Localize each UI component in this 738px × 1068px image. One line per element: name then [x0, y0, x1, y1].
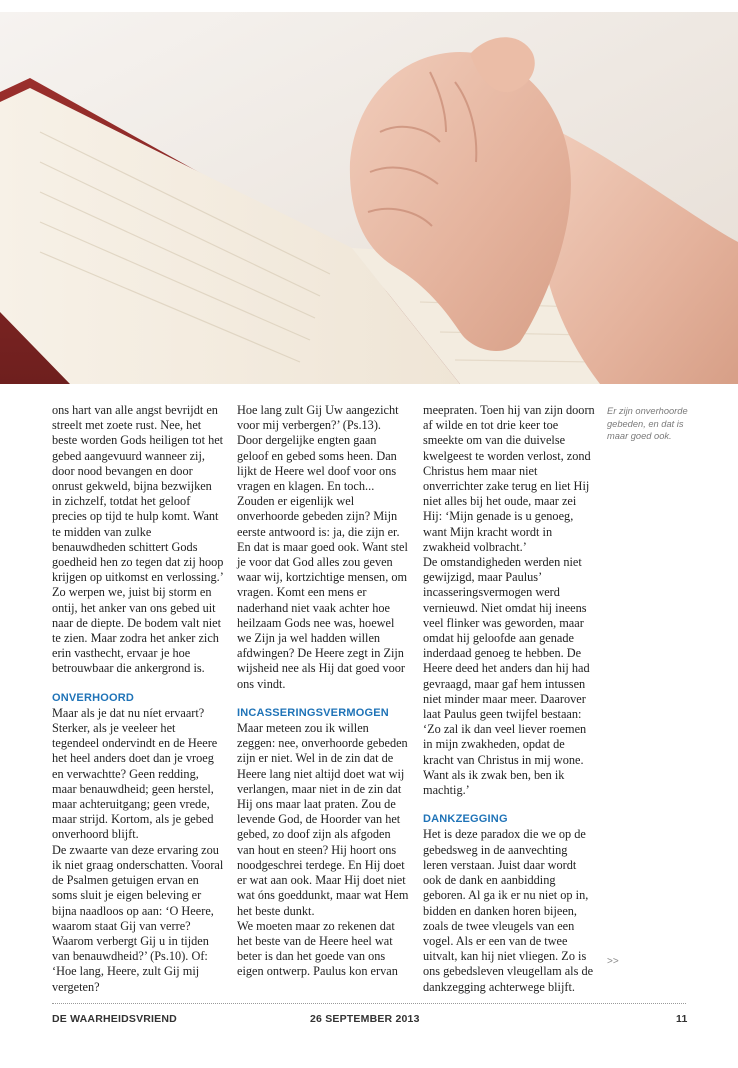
text-column-2 [237, 403, 409, 980]
paragraph: Maar meteen zou ik willen zeggen: nee, onverhoorde gebeden zijn er niet. Wel in de zin dat de Heere lang niet altijd doet wat wij verlangen, maar niet in de zin dat Hij ons maar laat praten. Zou de levende God, de Hoorder van het gebed, zo doof zijn als afgoden van hout en steen? Hij hoort ons noodgeschrei terdege. En Hij doet er wat aan ook. Maar Hij doet niet wat óns goeddunkt, maar wat Hem het beste dunkt. [237, 721, 409, 918]
paragraph: We moeten maar zo rekenen dat het beste van de Heere heel wat beter is dan het goede van ons eigen ontwerp. Paulus kon ervan [237, 918, 398, 979]
paragraph: De zwaarte van deze ervaring zou ik niet graag onderschatten. Vooral de Psalmen getuigen ervan en soms sluit je eigen beleving er bijna naadloos op aan: ‘O Heere, waarom staat Gij van verre? Waarom verbergt Gij u in tijden van benauwdheid?’ (Ps.10). Of: ‘Hoe lang, Heere, zult Gij mij vergeten? [52, 842, 224, 994]
section-heading-onverhoord: ONVERHOORD [52, 691, 135, 704]
paragraph: meepraten. Toen hij van zijn doorn af wilde en tot drie keer toe smeekte om van die duivelse kwelgeest te worden verlost, zond Christus hem maar niet onverrichter zake terug en liet Hij niet alles bij het oude, maar zei Hij: ‘Mijn genade is u genoeg, want Mijn kracht wordt in zwakheid volbracht.’ [423, 403, 595, 554]
footer-publication: DE WAARHEIDSVRIEND [52, 1013, 177, 1025]
photo-caption: Er zijn onverhoorde gebeden, en dat is maar goed ook. [607, 406, 688, 441]
text-column-3 [423, 403, 595, 995]
footer-date: 26 SEPTEMBER 2013 [310, 1013, 420, 1025]
paragraph: Zo werpen we, juist bij storm en ontij, het anker van ons gebed uit naar de diepte. De bodem valt niet te zien. Maar zodra het anker zich erin vasthecht, ervaar je hoe betrouwbaar die ankergrond is. [52, 585, 222, 676]
paragraph: Hoe lang zult Gij Uw aangezicht voor mij verbergen?’ (Ps.13). Door dergelijke engten gaan geloof en gebed soms heen. Dan lijkt de Heere wel doof voor ons vragen en klagen. En toch... Zouden er eigenlijk wel onverhoorde gebeden zijn? Mijn eerste antwoord is: ja, die zijn er. En dat is maar goed ook. Want stel je voor dat God alles zou geven waar wij, kortzichtige mensen, om vragen. Komt een mens er naderhand niet vaak achter hoe heilzaam Gods nee was, hoewel we Zijn ja wel hadden willen afdwingen? De Heere zegt in Zijn wijsheid nee als Hij dat goed voor ons vindt. [237, 403, 408, 691]
text-column-1 [52, 403, 224, 995]
section-heading-dankzegging: DANKZEGGING [423, 813, 508, 826]
photo-illustration [0, 12, 738, 384]
praying-hands-bible-photo [0, 12, 738, 384]
paragraph: ons hart van alle angst bevrijdt en streelt met zoete rust. Nee, het beste worden Gods heiligen tot het gebed aangevuurd wanneer zij, door nood bevangen en door onrust gekweld, bijna bezwijken in zichzelf, totdat het geloof precies op tijd te hulp komt. Want te midden van zulke benauwdheden schittert Gods goedheid hen zo tegen dat zij hoop krijgen op uitkomst en verlossing.’ [52, 403, 224, 585]
section-heading-incasseringsvermogen: INCASSERINGSVERMOGEN [237, 706, 389, 719]
continued-marker: >> [607, 956, 619, 967]
paragraph: Maar als je dat nu níet ervaart? Sterker, als je veeleer het tegendeel ondervindt en de Heere het heel anders doet dan je vroeg en verwachtte? Geen redding, maar benauwdheid; geen herstel, maar achteruitgang; geen vrede, maar strijd. Kortom, als je gebed onverhoord blijft. [52, 705, 218, 842]
paragraph: Het is deze paradox die we op de gebedsweg in de aanvechting leren verstaan. Juist daar wordt ook de dank en aanbidding geboren. Al ga ik er nu niet op in, bidden en danken horen bijeen, zoals de twee vleugels van een vogel. Als er een van de twee uitvalt, kan hij niet vliegen. Zo is ons gebedsleven vleugellam als de dankzegging achterwege blijft. [423, 827, 594, 994]
footer-divider [52, 1003, 686, 1004]
page-number: 11 [676, 1013, 688, 1025]
paragraph: De omstandigheden werden niet gewijzigd, maar Paulus’ incasseringsvermogen werd vernieuwd. Niet omdat hij ineens veel flinker was geworden, maar omdat hij geloofde aan genade inderdaad genoeg te hebben. De Heere deed het anders dan hij had gevraagd, maar gaf hem intussen niet minder maar meer. Daarover laat Paulus geen twijfel bestaan: ‘Zo zal ik dan veel liever roemen in mijn zwakheden, opdat de kracht van Christus in mij wone. Want als ik zwak ben, ben ik machtig.’ [423, 555, 590, 798]
